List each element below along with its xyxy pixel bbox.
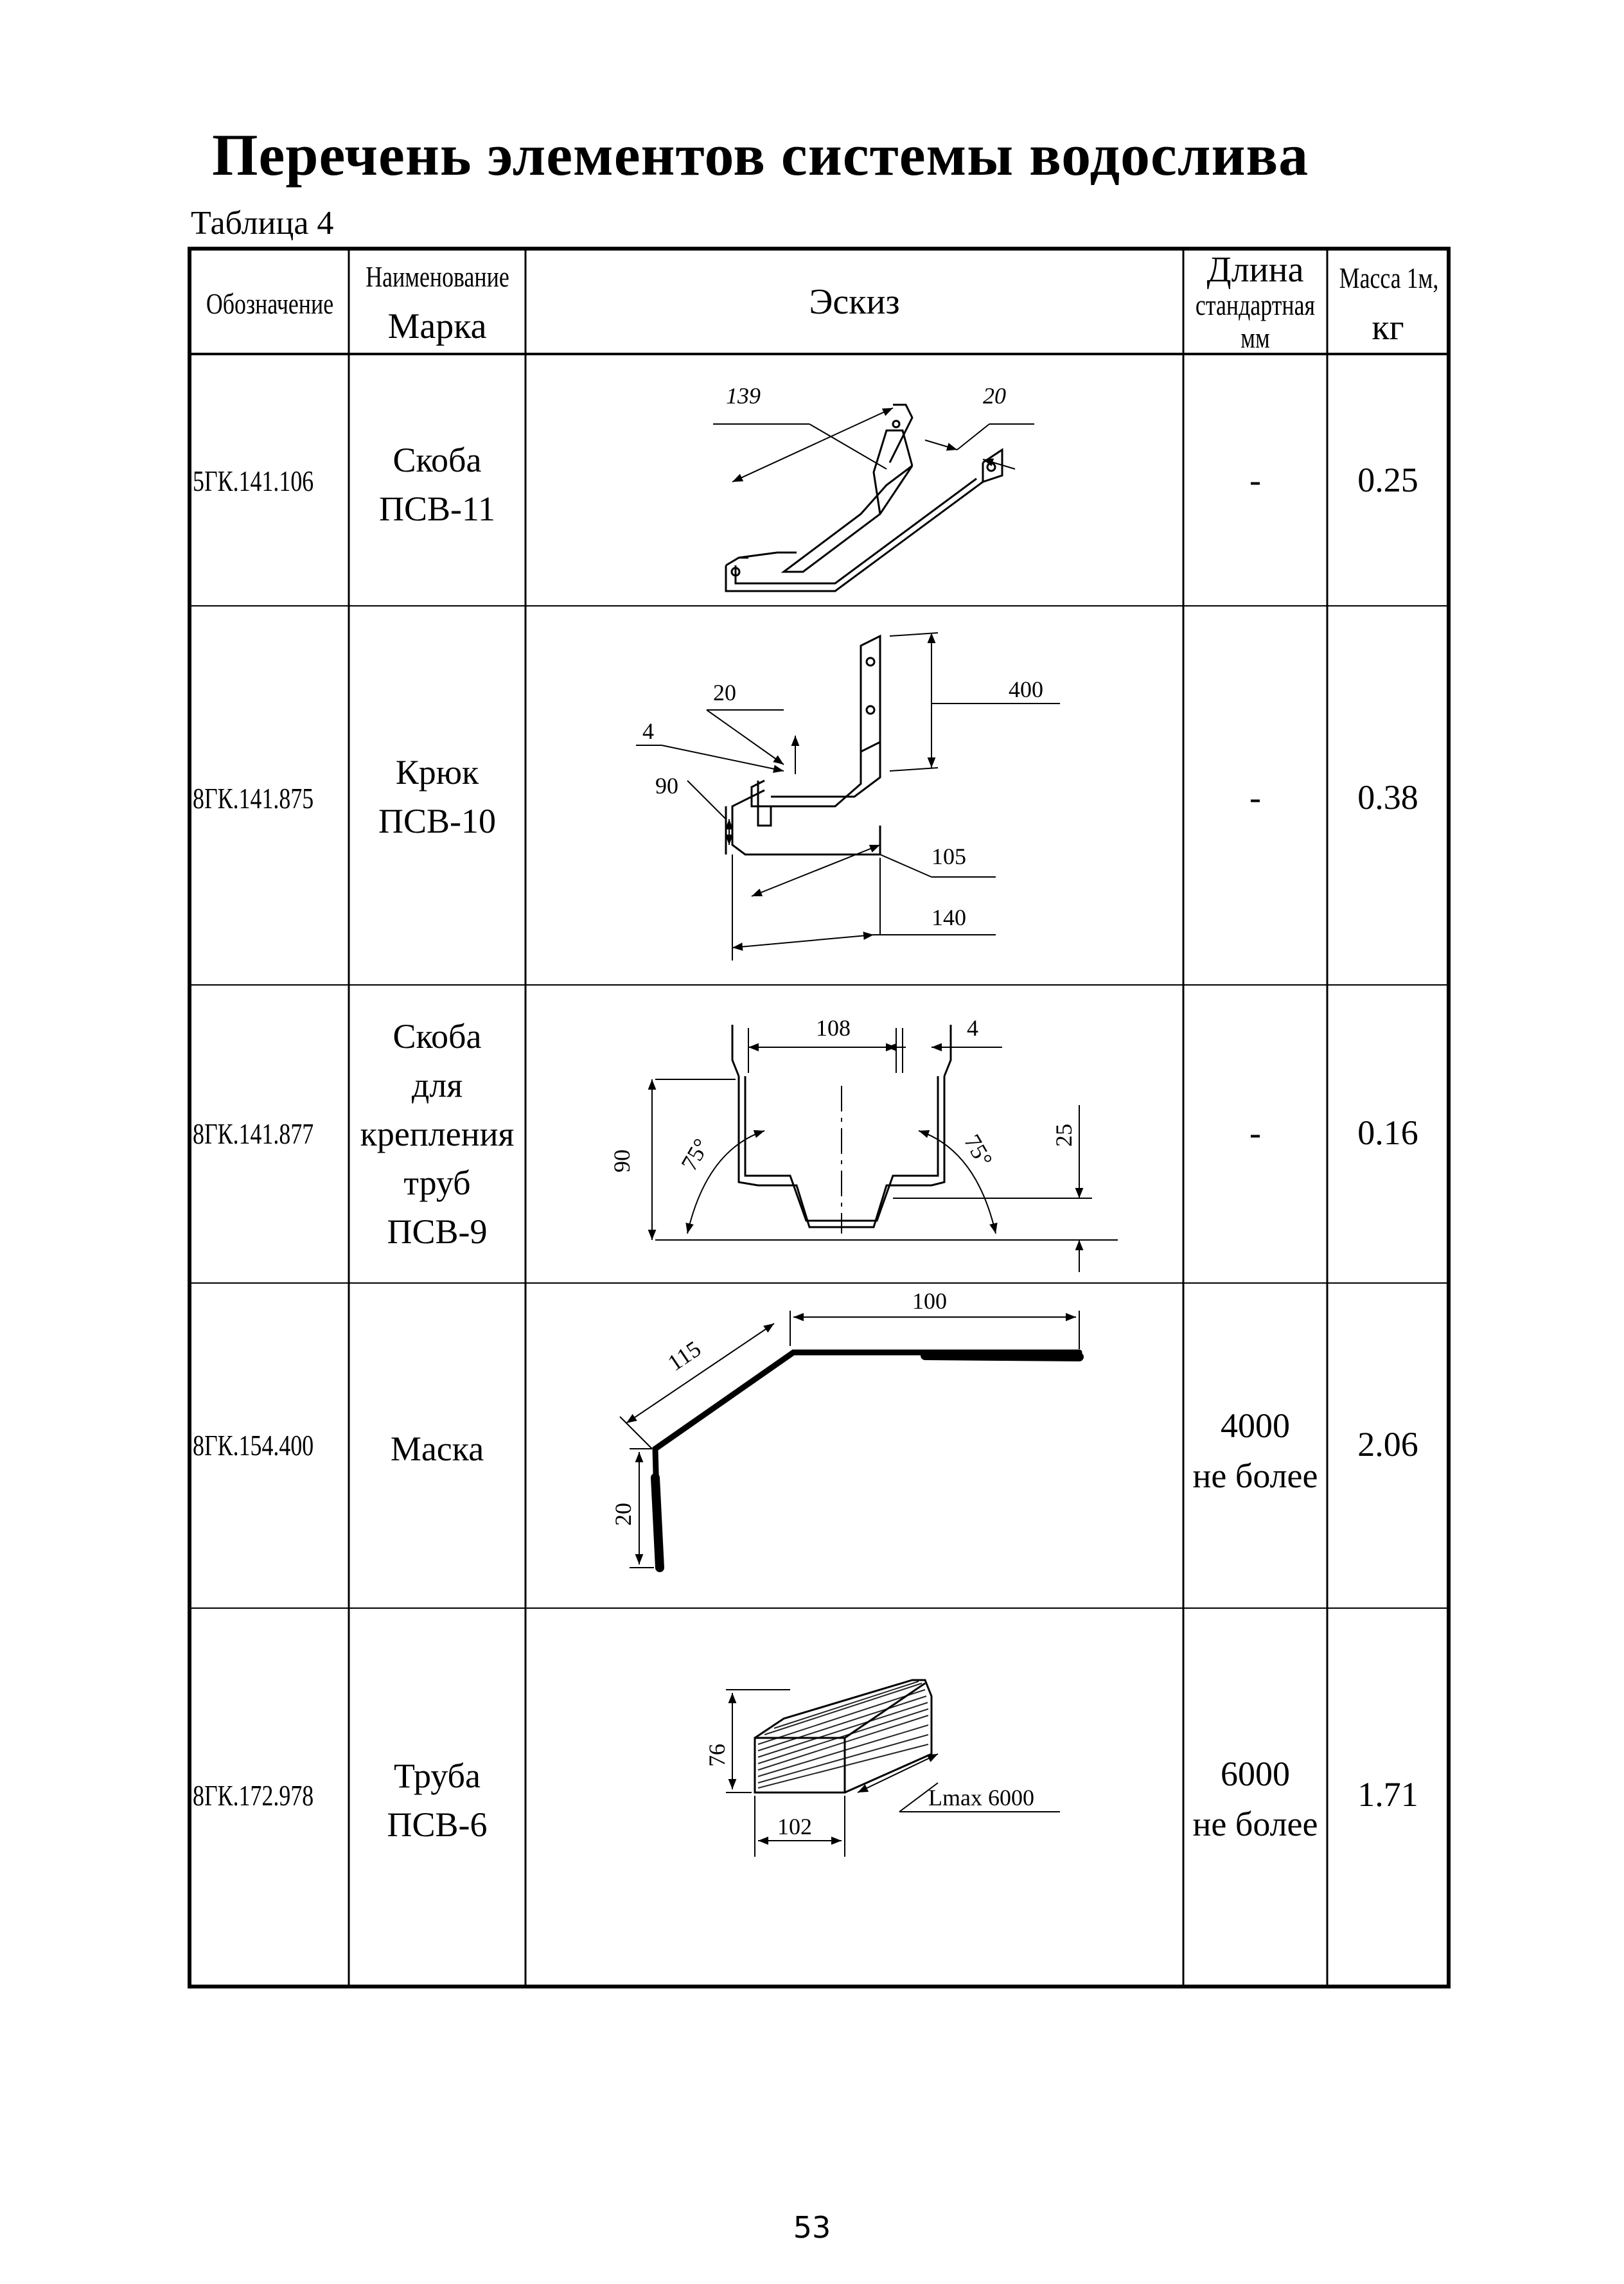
row-length — [1183, 1401, 1327, 1501]
row-designation: 8ГК.172.978 — [193, 1779, 314, 1812]
header-name: Наименование — [366, 260, 509, 293]
page-title: Перечень элементов системы водослива — [212, 122, 1309, 188]
sketch-pipe-psv6 — [668, 1664, 1079, 1889]
dim-label: 4 — [642, 718, 654, 744]
row-name-line: ПСВ-10 — [378, 802, 496, 840]
row-mass: 0.16 — [1357, 1113, 1418, 1152]
dim-label: 90 — [609, 1149, 635, 1173]
row-name-line: для — [411, 1066, 463, 1104]
dim-label: 115 — [663, 1336, 706, 1376]
row-length-line: 4000 — [1221, 1406, 1290, 1445]
row-length-line: 6000 — [1221, 1755, 1290, 1793]
row-mass: 0.25 — [1357, 461, 1418, 499]
row-name-line: крепления — [360, 1115, 515, 1153]
header-length-standard: стандартная — [1195, 288, 1316, 321]
dim-label: 102 — [777, 1814, 812, 1839]
page-number: 53 — [793, 2210, 831, 2245]
row-name-line: Скоба — [393, 441, 482, 479]
row-name-line: ПСВ-9 — [387, 1212, 488, 1251]
row-name-line: Маска — [390, 1430, 484, 1468]
dim-label: 139 — [726, 383, 761, 409]
header-length-unit: мм — [1240, 321, 1270, 354]
row-length — [1183, 1749, 1327, 1849]
dim-label: 25 — [1051, 1124, 1077, 1147]
row-name-line: труб — [403, 1164, 471, 1202]
row-length: - — [1249, 461, 1261, 499]
dim-label: 20 — [713, 680, 736, 705]
row-designation: 8ГК.141.877 — [193, 1117, 314, 1150]
sketch-hook-psv10 — [636, 633, 1086, 973]
row-length-line: не более — [1192, 1805, 1318, 1843]
row-name — [349, 1012, 525, 1256]
dim-label: 4 — [967, 1015, 978, 1041]
row-name — [349, 1424, 525, 1473]
row-name — [349, 1751, 525, 1849]
row-name-line: Крюк — [395, 753, 479, 792]
row-length-line: не более — [1192, 1456, 1318, 1495]
dim-label: 20 — [983, 383, 1006, 409]
sketch-mask — [578, 1285, 1092, 1587]
header-mass: Масса 1м, — [1339, 261, 1439, 294]
table-label: Таблица 4 — [191, 205, 334, 242]
dim-label: 75° — [959, 1130, 998, 1171]
row-name — [349, 436, 525, 533]
sketch-bracket-psv11 — [700, 379, 1060, 598]
sketch-clamp-psv9 — [609, 1002, 1092, 1279]
row-mass: 2.06 — [1357, 1425, 1418, 1464]
header-brand: Марка — [387, 306, 487, 346]
row-name-line: Труба — [394, 1757, 481, 1795]
row-designation: 8ГК.141.875 — [193, 782, 314, 815]
dim-label: 140 — [931, 905, 966, 930]
dim-label: 108 — [816, 1015, 851, 1041]
row-name — [349, 748, 525, 845]
header-mass-unit: кг — [1372, 308, 1404, 348]
dim-label: 90 — [655, 773, 678, 799]
dim-label: 100 — [912, 1288, 947, 1314]
header-length: Длина — [1206, 250, 1304, 290]
row-length: - — [1249, 1113, 1261, 1152]
row-designation: 5ГК.141.106 — [193, 465, 314, 497]
row-name-line: ПСВ-6 — [387, 1805, 488, 1844]
row-length: - — [1249, 778, 1261, 817]
header-designation: Обозначение — [206, 287, 334, 320]
dim-label: 105 — [931, 844, 966, 869]
row-designation: 8ГК.154.400 — [193, 1429, 314, 1462]
header-sketch: Эскиз — [809, 282, 900, 322]
row-mass: 1.71 — [1357, 1775, 1418, 1814]
row-mass: 0.38 — [1357, 778, 1418, 817]
dim-label: 76 — [704, 1744, 730, 1767]
dim-label: 20 — [610, 1503, 636, 1526]
dim-label: 400 — [1009, 677, 1043, 702]
row-name-line: Скоба — [393, 1017, 482, 1056]
row-name-line: ПСВ-11 — [378, 490, 495, 528]
dim-label: Lmax 6000 — [928, 1785, 1034, 1810]
dim-label: 75° — [676, 1134, 715, 1175]
